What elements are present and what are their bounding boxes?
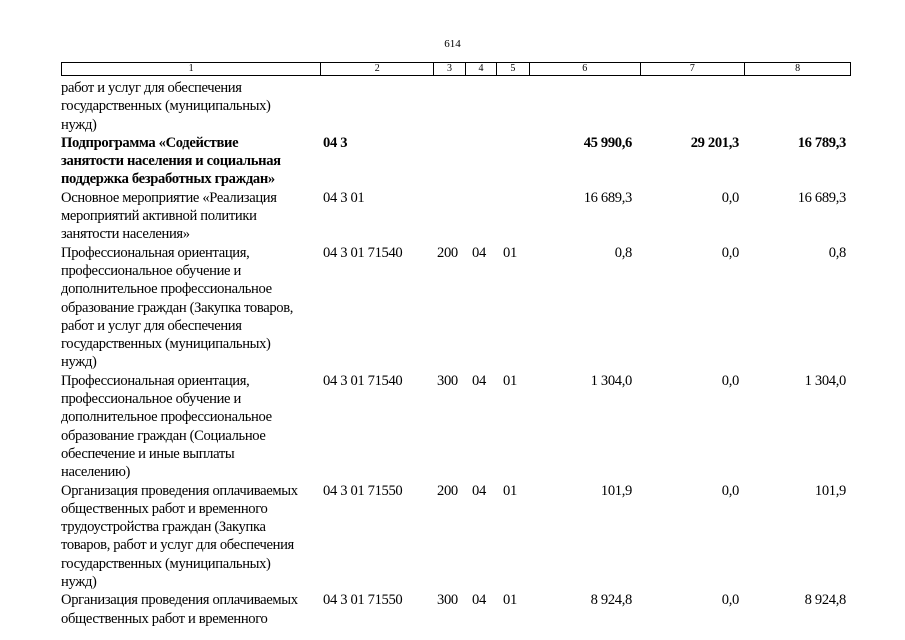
- row-name-line: государственных (муниципальных): [61, 555, 271, 572]
- row-name-line: нужд): [61, 574, 97, 591]
- row-name: [61, 372, 321, 482]
- cell-code: [321, 79, 434, 134]
- row-name-line: дополнительное профессиональное: [61, 281, 272, 298]
- cell-rz: [466, 189, 497, 244]
- table-row: [61, 244, 851, 372]
- row-name-line: Основное мероприятие «Реализация: [61, 189, 277, 206]
- cell-c8: 8 924,8: [804, 592, 846, 609]
- row-name-line: общественных работ и временного: [61, 610, 268, 627]
- cell-total: 8 924,8: [590, 592, 632, 609]
- cell-total: [530, 79, 641, 134]
- header-cell: 7: [641, 63, 746, 75]
- cell-rz: 04: [472, 482, 486, 499]
- cell-rz: 04: [472, 244, 486, 261]
- header-cell: 6: [530, 63, 641, 75]
- cell-pr: [497, 134, 530, 189]
- row-name-line: нужд): [61, 354, 97, 371]
- cell-c8: 1 304,0: [804, 372, 846, 389]
- cell-pr: 01: [503, 244, 517, 261]
- cell-total: 0,8: [614, 244, 632, 261]
- cell-total: 45 990,6: [583, 134, 632, 151]
- cell-pr: 01: [503, 482, 517, 499]
- row-name-line: профессиональное обучение и: [61, 262, 241, 279]
- cell-code: 04 3 01 71550: [323, 592, 403, 609]
- row-name-line: мероприятий активной политики: [61, 208, 257, 225]
- cell-vr: 200: [437, 482, 458, 499]
- header-cell: 5: [497, 63, 530, 75]
- row-name: [61, 79, 321, 134]
- cell-c7: 0,0: [721, 482, 739, 499]
- header-cell: 1: [62, 63, 321, 75]
- cell-c7: 0,0: [721, 592, 739, 609]
- row-name-line: товаров, работ и услуг для обеспечения: [61, 537, 294, 554]
- cell-vr: 200: [437, 244, 458, 261]
- table-row: [61, 79, 851, 134]
- table-row: [61, 189, 851, 244]
- row-name-line: государственных (муниципальных): [61, 98, 271, 115]
- row-name-line: Профессиональная ориентация,: [61, 372, 250, 389]
- row-name-line: занятости населения и социальная: [61, 153, 281, 170]
- row-name-line: трудоустройства граждан (Закупка: [61, 519, 266, 536]
- cell-c7: 0,0: [721, 372, 739, 389]
- cell-pr: [497, 79, 530, 134]
- row-name-line: Организация проведения оплачиваемых: [61, 592, 298, 609]
- cell-c8: 16 689,3: [797, 189, 846, 206]
- cell-vr: 300: [437, 592, 458, 609]
- header-cell: 2: [321, 63, 434, 75]
- row-name-line: дополнительное профессиональное: [61, 409, 272, 426]
- cell-c7: [641, 79, 746, 134]
- cell-total: 16 689,3: [583, 189, 632, 206]
- row-name: [61, 134, 321, 189]
- cell-rz: [466, 79, 497, 134]
- table-header: [61, 62, 851, 76]
- row-name-line: образование граждан (Социальное: [61, 427, 266, 444]
- row-name-line: Организация проведения оплачиваемых: [61, 482, 298, 499]
- cell-vr: [434, 79, 466, 134]
- budget-table: [61, 79, 851, 628]
- cell-rz: 04: [472, 372, 486, 389]
- row-name: [61, 482, 321, 592]
- cell-c7: 29 201,3: [690, 134, 739, 151]
- row-name-line: Подпрограмма «Содействие: [61, 134, 239, 151]
- cell-vr: 300: [437, 372, 458, 389]
- row-name-line: обеспечение и иные выплаты: [61, 445, 235, 462]
- row-name: [61, 189, 321, 244]
- table-row: [61, 372, 851, 482]
- cell-c7: 0,0: [721, 244, 739, 261]
- page-number: 614: [444, 38, 461, 50]
- cell-c8: 101,9: [814, 482, 846, 499]
- cell-code: 04 3 01: [323, 189, 365, 206]
- cell-c7: 0,0: [721, 189, 739, 206]
- row-name-line: Профессиональная ориентация,: [61, 244, 250, 261]
- cell-total: 101,9: [600, 482, 632, 499]
- cell-code: 04 3 01 71550: [323, 482, 403, 499]
- row-name-line: государственных (муниципальных): [61, 336, 271, 353]
- cell-rz: [466, 134, 497, 189]
- cell-vr: [434, 189, 466, 244]
- cell-rz: 04: [472, 592, 486, 609]
- cell-pr: [497, 189, 530, 244]
- cell-c8: 16 789,3: [797, 134, 846, 151]
- table-row: [61, 482, 851, 592]
- table-row: [61, 591, 851, 628]
- cell-code: 04 3: [323, 134, 348, 151]
- cell-pr: 01: [503, 592, 517, 609]
- cell-total: 1 304,0: [590, 372, 632, 389]
- cell-code: 04 3 01 71540: [323, 372, 403, 389]
- row-name-line: нужд): [61, 116, 97, 133]
- row-name-line: образование граждан (Закупка товаров,: [61, 299, 294, 316]
- row-name-line: работ и услуг для обеспечения: [61, 80, 242, 96]
- cell-code: 04 3 01 71540: [323, 244, 403, 261]
- cell-pr: 01: [503, 372, 517, 389]
- header-cell: 4: [466, 63, 497, 75]
- table-row: [61, 134, 851, 189]
- row-name-line: поддержка безработных граждан»: [61, 171, 275, 188]
- cell-c8: 0,8: [828, 244, 846, 261]
- row-name-line: профессиональное обучение и: [61, 391, 241, 408]
- cell-c8: [746, 79, 851, 134]
- row-name-line: общественных работ и временного: [61, 500, 268, 517]
- row-name-line: работ и услуг для обеспечения: [61, 317, 242, 334]
- header-cell: 3: [434, 63, 466, 75]
- header-cell: 8: [795, 63, 801, 74]
- row-name-line: населению): [61, 464, 131, 481]
- row-name: [61, 244, 321, 372]
- row-name-line: занятости населения»: [61, 226, 190, 243]
- cell-vr: [434, 134, 466, 189]
- row-name: [61, 591, 321, 628]
